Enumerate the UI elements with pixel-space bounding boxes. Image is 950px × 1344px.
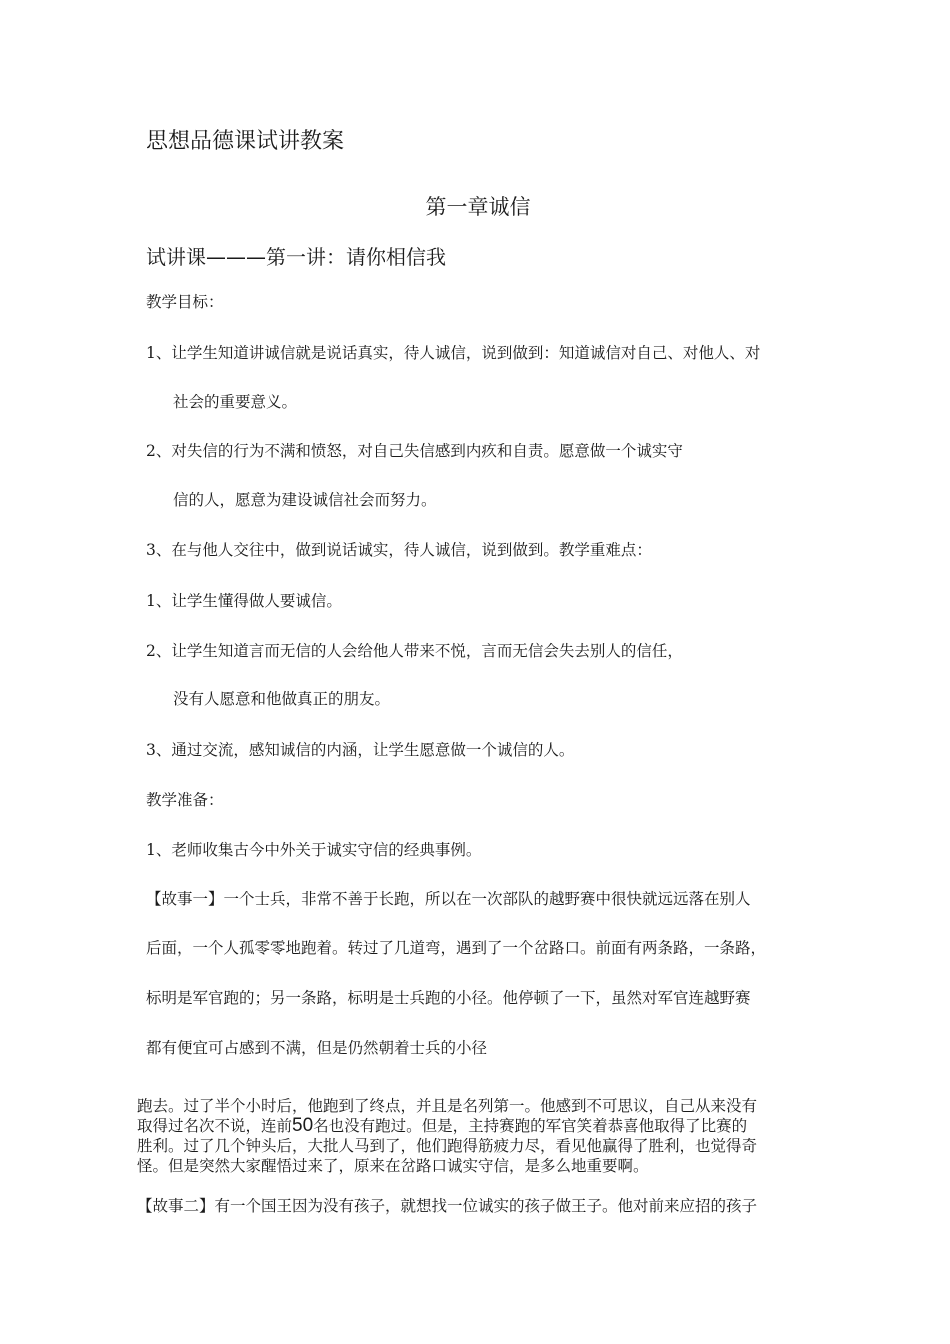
paragraph-line: 信的人，愿意为建设诚信社会而努力。 [173, 491, 437, 509]
paragraph-line: 1、让学生知道讲诚信就是说话真实，待人诚信，说到做到：知道诚信对自己、对他人、对 [146, 344, 761, 362]
lecture-title: 试讲课———第一讲：请你相信我 [146, 245, 446, 269]
story-line: 胜利。过了几个钟头后，大批人马到了，他们跑得筋疲力尽，看见他赢得了胜利，也觉得奇 [137, 1137, 758, 1155]
paragraph-line: 没有人愿意和他做真正的朋友。 [173, 690, 391, 708]
paragraph-line: 3、在与他人交往中，做到说话诚实，待人诚信，说到做到。教学重难点： [146, 541, 652, 559]
paragraph-line: 1、让学生懂得做人要诚信。 [146, 592, 342, 610]
number-fragment: 50 [292, 1115, 314, 1136]
paragraph-line: 3、通过交流，感知诚信的内涵，让学生愿意做一个诚信的人。 [146, 741, 575, 759]
document-title: 思想品德课试讲教案 [146, 129, 345, 154]
story-line: 标明是军官跑的；另一条路，标明是士兵跑的小径。他停顿了一下，虽然对军官连越野赛 [146, 989, 751, 1007]
section-heading-teaching-prep: 教学准备： [146, 791, 224, 809]
paragraph-line: 社会的重要意义。 [173, 393, 298, 411]
story-line [137, 1116, 827, 1136]
story-line: 都有便宜可占感到不满，但是仍然朝着士兵的小径 [146, 1039, 488, 1057]
chapter-title: 第一章诚信 [425, 195, 531, 219]
paragraph-line: 2、对失信的行为不满和愤怒，对自己失信感到内疚和自责。愿意做一个诚实守 [146, 442, 683, 460]
story-line: 【故事一】一个士兵，非常不善于长跑，所以在一次部队的越野赛中很快就远远落在别人 [146, 890, 751, 908]
story-line: 跑去。过了半个小时后，他跑到了终点，并且是名列第一。他感到不可思议，自己从来没有 [137, 1097, 758, 1115]
story-line: 怪。但是突然大家醒悟过来了，原来在岔路口诚实守信，是多么地重要啊。 [137, 1157, 649, 1175]
text-fragment: 名也没有跑过。但是，主持赛跑的军官笑着恭喜他取得了比赛的 [313, 1117, 748, 1135]
story-line: 后面，一个人孤零零地跑着。转过了几道弯，遇到了一个岔路口。前面有两条路，一条路， [146, 939, 767, 957]
story-one-continuation [137, 1096, 827, 1176]
paragraph-line: 2、让学生知道言而无信的人会给他人带来不悦，言而无信会失去别人的信任， [146, 642, 683, 660]
story-two-line: 【故事二】有一个国王因为没有孩子，就想找一位诚实的孩子做王子。他对前来应招的孩子 [137, 1197, 758, 1215]
paragraph-line: 1、老师收集古今中外关于诚实守信的经典事例。 [146, 841, 482, 859]
section-heading-teaching-goals: 教学目标： [146, 293, 224, 311]
text-fragment: 取得过名次不说，连前 [137, 1117, 293, 1135]
